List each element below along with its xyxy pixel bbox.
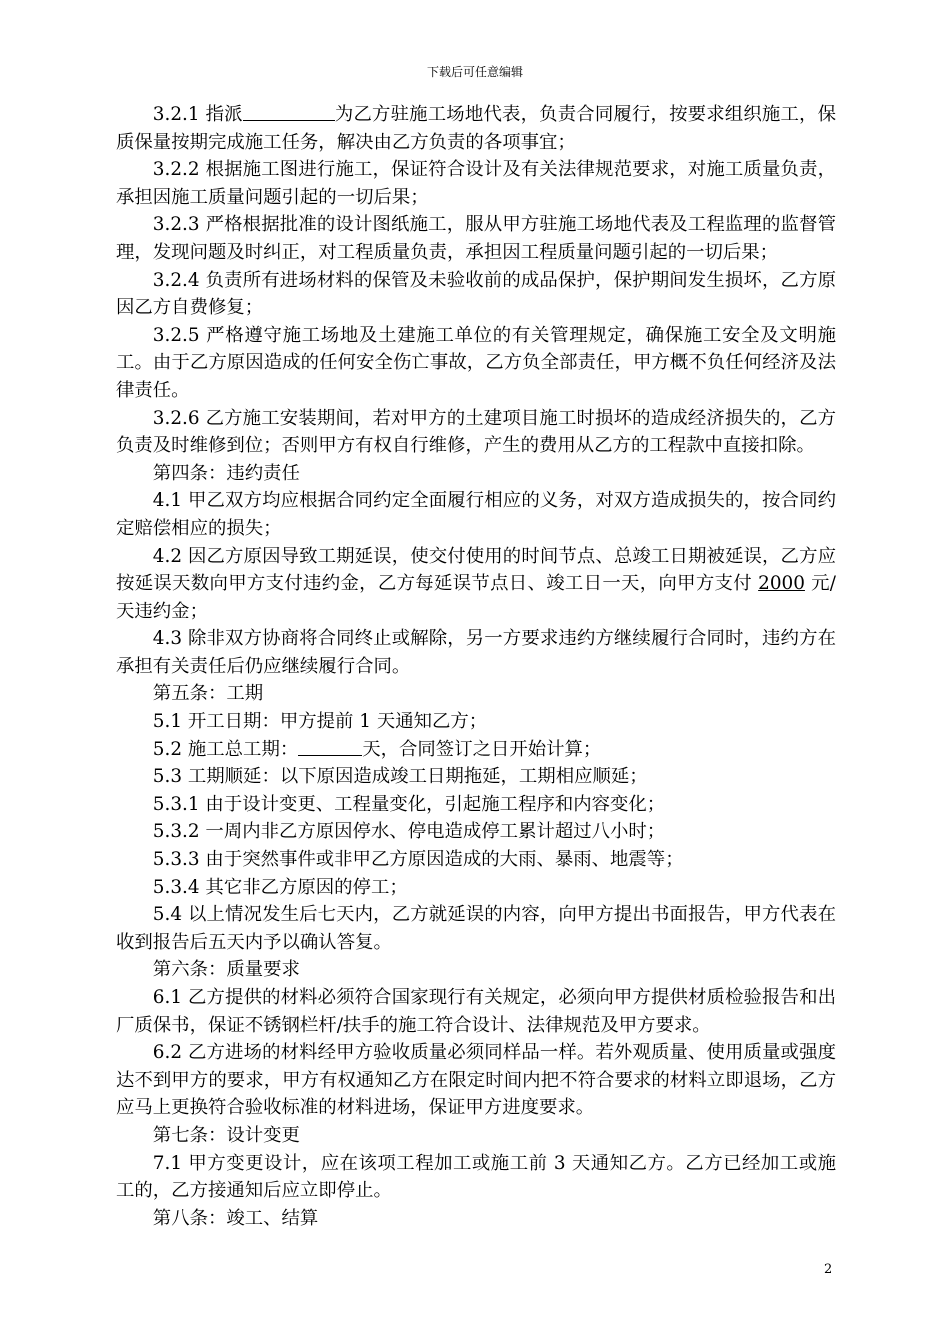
clause-5-3-4: 5.3.4 其它非乙方原因的停工；	[152, 876, 408, 898]
clause-3-2-6: 3.2.6 乙方施工安装期间，若对甲方的土建项目施工时损坏的造成经济损失的，乙方负责及时维修到位；否则甲方有权自行维修，产生的费用从乙方的工程款中直接扣除。	[116, 407, 836, 457]
clause-6-1: 6.1 乙方提供的材料必须符合国家现行有关规定，必须向甲方提供材质检验报告和出厂质保书，保证不锈钢栏杆/扶手的施工符合设计、法律规范及甲方要求。	[116, 987, 836, 1036]
article-7-heading: 第七条：设计变更	[152, 1124, 300, 1146]
clause-text: 为乙方驻施工场地代表，负责合同履行，按要求组织施工，保质保量按期完成施工任务，解决由乙方负责的各项事宜；	[116, 104, 836, 153]
clause-text: 3.2.1 指派	[152, 104, 243, 125]
clause-3-2-2: 3.2.2 根据施工图进行施工，保证符合设计及有关法律规范要求，对施工质量负责，承担因施工质量问题引起的一切后果；	[116, 159, 836, 208]
clause-text: 天，合同签订之日开始计算；	[362, 738, 602, 760]
clause-5-3-3: 5.3.3 由于突然事件或非甲乙方原因造成的大雨、暴雨、地震等；	[152, 849, 684, 871]
clause-3-2-5: 3.2.5 严格遵守施工场地及土建施工单位的有关管理规定，确保施工安全及文明施工。由于乙方原因造成的任何安全伤亡事故，乙方负全部责任，甲方概不负任何经济及法律责任。	[116, 324, 836, 401]
clause-3-2-3: 3.2.3 严格根据批准的设计图纸施工，服从甲方驻施工场地代表及工程监理的监督管理，发现问题及时纠正，对工程质量负责，承担因工程质量问题引起的一切后果；	[116, 214, 836, 263]
clause-5-3-2: 5.3.2 一周内非乙方原因停水、停电造成停工累计超过八小时；	[152, 821, 666, 843]
clause-text: 4.2 因乙方原因导致工期延误，使交付使用的时间节点、总竣工日期被延误，乙方应按延误天数向甲方支付违约金，乙方每延误节点日、竣工日一天，向甲方支付	[116, 545, 836, 595]
clause-7-1: 7.1 甲方变更设计，应在该项工程加工或施工前 3 天通知乙方。乙方已经加工或施工的，乙方接通知后应立即停止。	[116, 1152, 836, 1202]
penalty-amount: 2000	[758, 573, 805, 595]
clause-4-2	[116, 543, 836, 626]
clause-5-1: 5.1 开工日期：甲方提前 1 天通知乙方；	[152, 711, 488, 733]
article-5-heading: 第五条：工期	[152, 683, 264, 705]
article-4-heading: 第四条：违约责任	[152, 462, 300, 484]
document-body	[116, 101, 836, 1232]
page-number: 2	[824, 1262, 833, 1277]
clause-text: 5.2 施工总工期：	[152, 738, 299, 760]
clause-3-2-1	[116, 101, 836, 156]
article-6-heading: 第六条：质量要求	[152, 959, 300, 981]
clause-3-2-4: 3.2.4 负责所有进场材料的保管及未验收前的成品保护，保护期间发生损坏，乙方原因乙方自费修复；	[116, 269, 836, 319]
article-8-heading: 第八条：竣工、结算	[152, 1207, 319, 1229]
clause-4-1: 4.1 甲乙双方均应根据合同约定全面履行相应的义务，对双方造成损失的，按合同约定赔偿相应的损失；	[116, 490, 836, 539]
page-header: 下载后可任意编辑	[426, 65, 523, 79]
clause-6-2: 6.2 乙方进场的材料经甲方验收质量必须同样品一样。若外观质量、使用质量或强度达不到甲方的要求，甲方有权通知乙方在限定时间内把不符合要求的材料立即退场，乙方应马上更换符合验收标准的材料进场，保证甲方进度要求。	[116, 1042, 836, 1119]
clause-5-3: 5.3 工期顺延：以下原因造成竣工日期拖延，工期相应顺延；	[152, 766, 648, 788]
clause-5-2	[116, 736, 836, 764]
clause-5-3-1: 5.3.1 由于设计变更、工程量变化，引起施工程序和内容变化；	[152, 793, 666, 815]
duration-blank	[298, 737, 362, 756]
representative-blank	[243, 102, 335, 121]
clause-4-3: 4.3 除非双方协商将合同终止或解除，另一方要求违约方继续履行合同时，违约方在承担有关责任后仍应继续履行合同。	[116, 628, 836, 677]
clause-5-4: 5.4 以上情况发生后七天内，乙方就延误的内容，向甲方提出书面报告，甲方代表在收到报告后五天内予以确认答复。	[116, 904, 836, 953]
clause-text: 元/天违约金；	[116, 573, 836, 622]
